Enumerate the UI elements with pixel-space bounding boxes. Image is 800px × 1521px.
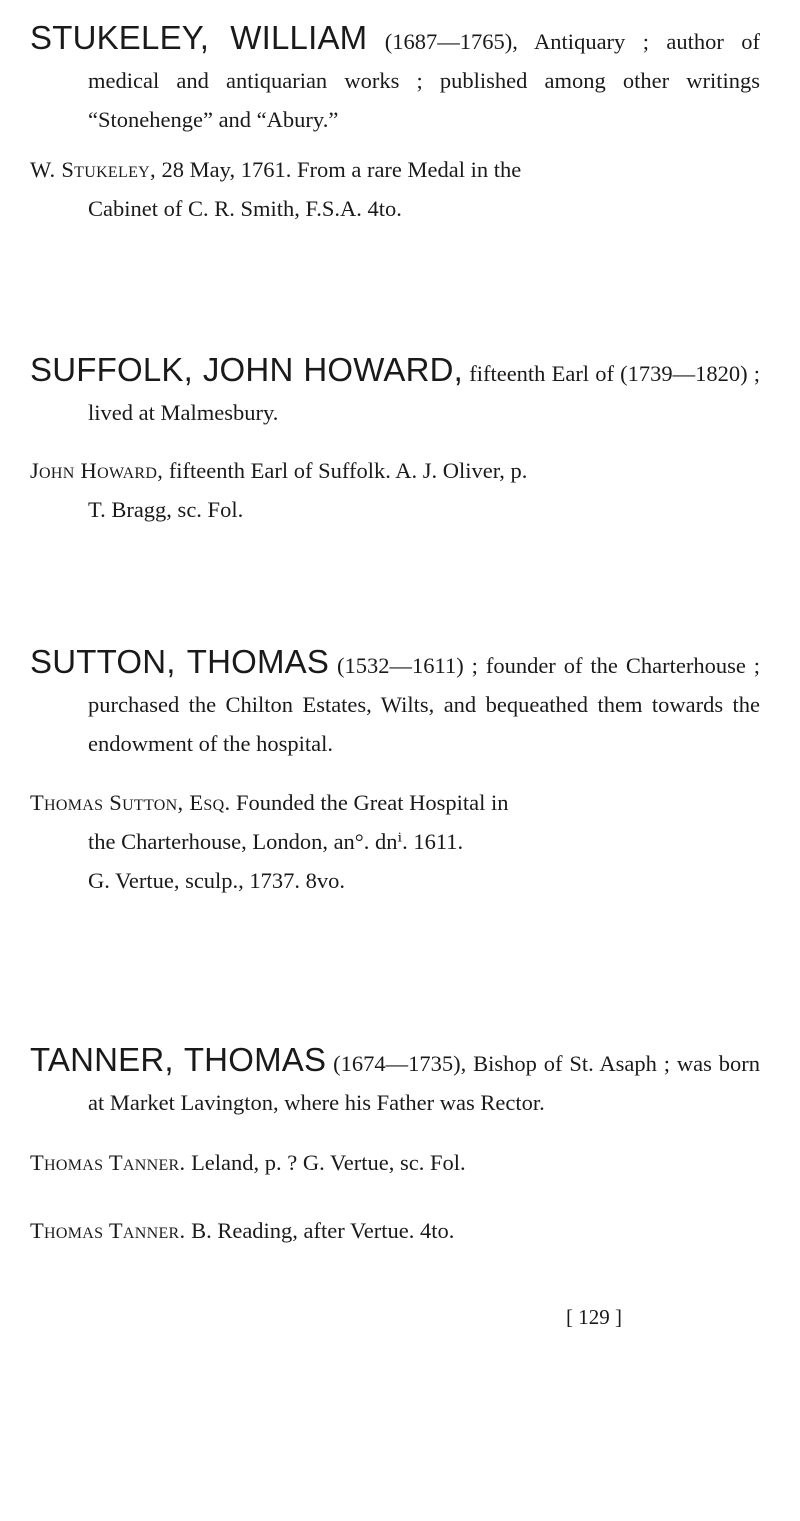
portrait-subject: Thomas Sutton, Esq. xyxy=(30,790,231,815)
portrait-record xyxy=(30,1143,760,1182)
entry-name: TANNER, THOMAS xyxy=(30,1041,327,1078)
entry-description: (1674—1735), Bishop of St. Asaph ; was born at Market Lavington, where his Father was Rector. xyxy=(88,1051,761,1115)
portrait-record xyxy=(30,150,760,228)
page-number: [ 129 ] xyxy=(566,1305,622,1329)
portrait-line: 28 May, 1761. From a rare Medal in the xyxy=(161,157,522,182)
portrait-line: B. Reading, after Vertue. 4to. xyxy=(191,1218,455,1243)
entry-description: fifteenth Earl of (1739—1820) ; lived at Malmesbury. xyxy=(88,361,761,425)
portrait-subject: W. Stukeley, xyxy=(30,157,156,182)
portrait-line: fifteenth Earl of Suffolk. A. J. Oliver, p. xyxy=(168,458,528,483)
entry-description: (1532—1611) ; founder of the Charterhouse ; purchased the Chilton Estates, Wilts, and bequeathed them towards the endowment of the hospital. xyxy=(88,653,760,756)
portrait-line: T. Bragg, sc. Fol. xyxy=(88,497,244,522)
portrait-line: Leland, p. ? G. Vertue, sc. Fol. xyxy=(191,1150,466,1175)
entry-heading xyxy=(30,18,760,139)
portrait-line: Founded the Great Hospital in xyxy=(236,790,509,815)
entry-sutton xyxy=(30,642,760,900)
portrait-line: the Charterhouse, London, an°. dnⁱ. 1611. xyxy=(88,829,464,854)
entry-name: STUKELEY, WILLIAM xyxy=(30,19,368,56)
entry-stukeley xyxy=(30,18,760,228)
portrait-subject: John Howard, xyxy=(30,458,164,483)
portrait-record xyxy=(30,783,760,900)
entry-heading xyxy=(30,350,760,432)
entry-heading xyxy=(30,1040,760,1122)
entry-name: SUFFOLK, JOHN HOWARD, xyxy=(30,351,464,388)
entry-description: (1687—1765), Antiquary ; author of medical and antiquarian works ; published among other writings “Stonehenge” and “Abury.” xyxy=(88,29,761,132)
entry-heading xyxy=(30,642,760,763)
portrait-subject: Thomas Tanner. xyxy=(30,1150,186,1175)
portrait-line: Cabinet of C. R. Smith, F.S.A. 4to. xyxy=(88,196,402,221)
entry-suffolk xyxy=(30,350,760,529)
entry-name: SUTTON, THOMAS xyxy=(30,643,330,680)
portrait-record xyxy=(30,451,760,529)
portrait-record xyxy=(30,1211,760,1250)
entry-tanner xyxy=(30,1040,760,1250)
portrait-subject: Thomas Tanner. xyxy=(30,1218,186,1243)
portrait-line: G. Vertue, sculp., 1737. 8vo. xyxy=(88,868,346,893)
